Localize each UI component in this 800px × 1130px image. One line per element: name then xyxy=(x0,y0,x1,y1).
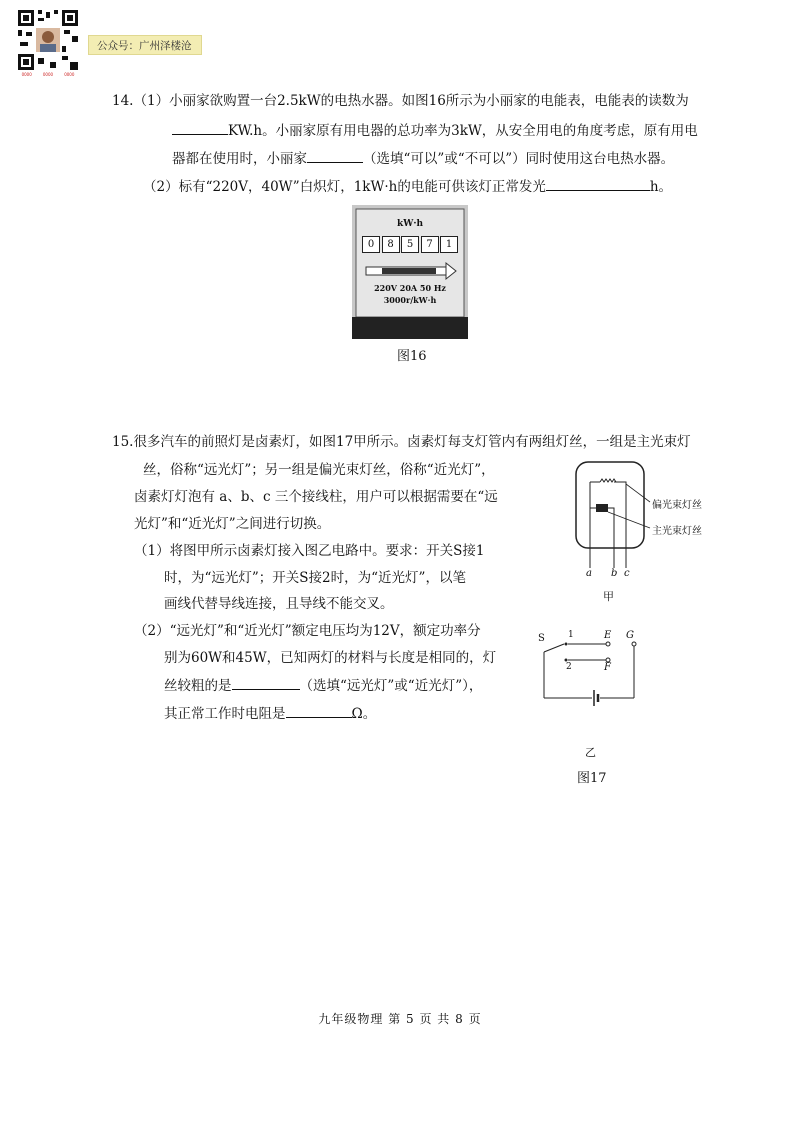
figure-jia-caption: 甲 xyxy=(603,590,614,603)
qr-code xyxy=(16,8,80,72)
q15-intro-line4: 光灯”和“近光灯”之间进行切换。 xyxy=(134,516,331,532)
q15-part1-line2: 时，为“远光灯”；开关S接2时，为“近光灯”，以笔 xyxy=(164,570,466,586)
q15-part1-line3: 画线代替导线连接，且导线不能交叉。 xyxy=(164,596,394,612)
figure-yi-caption: 乙 xyxy=(585,746,596,759)
label-high-beam-filament: 主光束灯丝 xyxy=(652,526,702,537)
switch-circuit-figure xyxy=(536,630,646,710)
terminal-b: b xyxy=(611,568,618,579)
label-low-beam-filament: 偏光束灯丝 xyxy=(652,500,702,511)
label-switch-S: S xyxy=(538,633,545,644)
page-footer: 九年级物理 第 5 页 共 8 页 xyxy=(318,1012,482,1026)
figure-17-caption: 图17 xyxy=(577,771,607,786)
meter-digit: 0 xyxy=(362,236,380,253)
account-tag: 公众号：广州泽楼沧 xyxy=(88,35,202,55)
q15-intro-line1: 15.很多汽车的前照灯是卤素灯，如图17甲所示。卤素灯每支灯管内有两组灯丝，一组是主光束灯 xyxy=(112,434,691,450)
meter-digit: 5 xyxy=(401,236,419,253)
electric-meter-figure xyxy=(352,205,468,339)
meter-unit: kW·h xyxy=(396,219,424,229)
answer-blank-can-use[interactable] xyxy=(307,148,363,163)
meter-rating: 220V 20A 50 Hz xyxy=(374,283,446,293)
answer-blank-resistance[interactable] xyxy=(286,703,352,718)
meter-digit: 7 xyxy=(421,236,439,253)
answer-blank-hours[interactable] xyxy=(546,176,650,191)
terminal-a: a xyxy=(586,568,592,579)
label-terminal-F: F xyxy=(604,662,611,673)
q15-part2-line2: 别为60W和45W，已知两灯的材料与长度是相同的，灯 xyxy=(164,650,497,666)
meter-digit: 8 xyxy=(382,236,400,253)
answer-blank-reading[interactable] xyxy=(172,120,228,135)
q14-part1: （1） xyxy=(133,93,170,109)
q14-number: 14. xyxy=(112,93,134,109)
terminal-c: c xyxy=(624,568,630,579)
q15-part1-line1: （1）将图甲所示卤素灯接入图乙电路中。要求：开关S接1 xyxy=(134,543,485,559)
label-terminal-G: G xyxy=(626,630,634,641)
meter-digits xyxy=(362,236,458,253)
q15-intro-line2: 丝，俗称“远光灯”；另一组是偏光束灯丝，俗称“近光灯”， xyxy=(143,462,495,478)
q15-number: 15. xyxy=(112,434,134,450)
q14-part2: （2）标有“220V，40W”白炽灯，1kW·h的电能可供该灯正常发光 h。 xyxy=(143,176,672,197)
q15-intro-line3: 卤素灯灯泡有 a、b、c 三个接线柱，用户可以根据需要在“远 xyxy=(134,489,498,505)
qr-caption: 0000 0000 0000 xyxy=(21,72,75,77)
meter-constant: 3000r/kW·h xyxy=(383,295,437,305)
figure-16-caption: 图16 xyxy=(397,349,427,364)
q14-line1: 14.（1）小丽家欲购置一台2.5kW的电热水器。如图16所示为小丽家的电能表，电能表的读数为 xyxy=(112,93,689,109)
label-contact-2: 2 xyxy=(566,662,572,672)
q15-part2-line3: 丝较粗的是 （选填“远光灯”或“近光灯”）， xyxy=(164,675,482,696)
q14-line2: KW.h。小丽家原有用电器的总功率为3kW，从安全用电的角度考虑，原有用电 xyxy=(172,120,698,141)
label-contact-1: 1 xyxy=(568,630,574,640)
q15-part2-line1: （2）“远光灯”和“近光灯”额定电压均为12V，额定功率分 xyxy=(134,623,481,639)
answer-blank-thicker-filament[interactable] xyxy=(232,675,300,690)
q14-line3: 器都在使用时，小丽家 （选填“可以”或“不可以”）同时使用这台电热水器。 xyxy=(172,148,674,169)
label-terminal-E: E xyxy=(604,630,612,641)
halogen-bulb-figure xyxy=(570,456,720,606)
meter-digit: 1 xyxy=(440,236,458,253)
q15-part2-line4: 其正常工作时电阻是 Ω。 xyxy=(164,703,376,724)
